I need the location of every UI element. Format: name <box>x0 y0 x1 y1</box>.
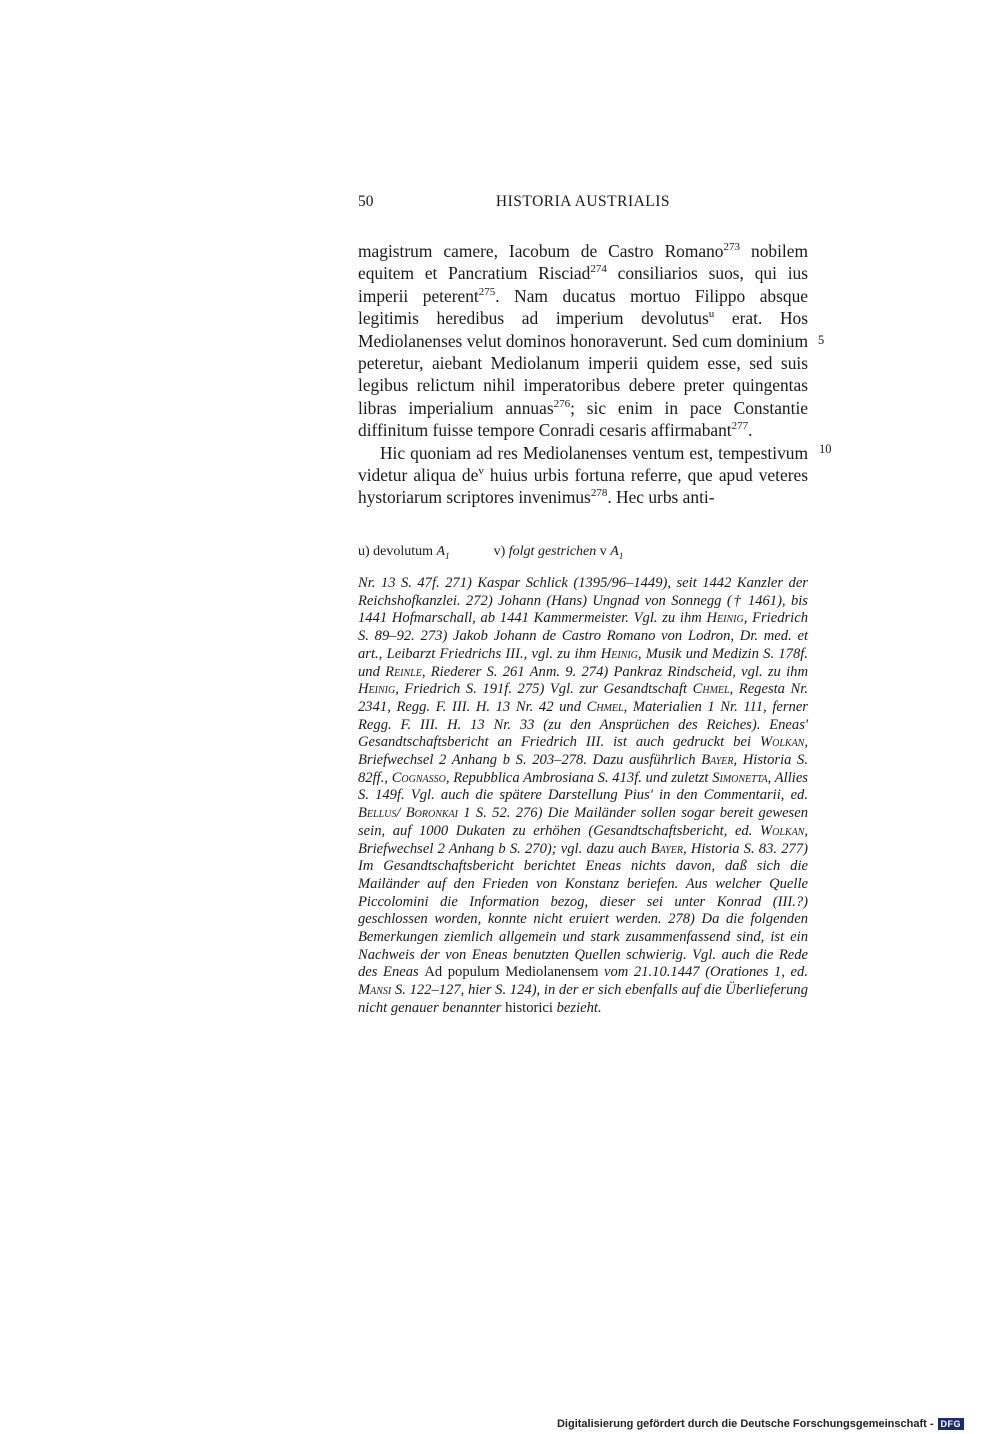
text-segment: nobilem equitem et Pancratium Risciad <box>358 241 808 284</box>
author-name: Bayer <box>650 840 683 857</box>
line-number-5: 5 <box>818 333 825 347</box>
commentary-footnotes <box>358 575 808 1018</box>
commentary-text: , Historia S. 83. 277) Im Gesandtschaftsbericht berichtet Eneas nichts davon, daß sich die Mailänder auf den Frieden von Konstanz beriefen. Aus welcher Quelle Piccolomini die Information bezog, dieser sei unter Konrad (III.?) geschlossen worden, konnte nicht eruiert werden. 278) Da die folgenden Bemerkungen ziemlich allgemein und stark zusammenfassend sind, ist ein Nachweis der von Eneas benutzten Quellen schwierig. Vgl. auch die Rede des Eneas <box>358 840 808 981</box>
commentary-text: , Regesta Nr. 2341, Regg. F. III. H. 13 Nr. 42 und <box>358 681 808 715</box>
commentary-text: , Riederer S. 261 Anm. 9. 274) Pankraz Rindscheid, vgl. zu ihm <box>421 663 808 680</box>
text-segment: erat. Hos Mediolanenses velut dominos honoraverunt. Sed cum dominium peteretur, aiebant Mediolanum imperii quidem esse, sed suis legibus relictum nihil imperatoribus debere preter quingentas libras imperialium annuas <box>358 308 808 418</box>
main-text <box>358 240 808 509</box>
paragraph-1 <box>358 240 808 442</box>
dfg-logo: DFG <box>938 1418 965 1430</box>
author-name: Reinle <box>385 663 422 680</box>
author-name: Bellus/ Boronkai <box>358 805 458 822</box>
apparatus-entry-u <box>358 543 450 561</box>
apparatus-text: v) <box>493 544 509 559</box>
page-number: 50 <box>358 193 374 210</box>
text-segment: . <box>748 420 753 441</box>
variant-ref-v: v <box>478 465 484 478</box>
commentary-text: , Briefwechsel 2 Anhang b S. 203–278. Dazu ausführlich <box>358 734 808 769</box>
siglum-subscript: 1 <box>618 550 624 561</box>
text-segment: . Nam ducatus mortuo Filippo absque legitimis heredibus ad imperium devolutus <box>358 285 808 329</box>
text-segment: ; sic enim in pace Constantie diffinitum fuisse tempore Conradi cesaris affirmabant <box>358 397 808 441</box>
author-name: Simonetta <box>712 769 768 786</box>
author-name: Chmel <box>586 698 624 715</box>
footnote-ref-273: 273 <box>723 241 740 254</box>
commentary-text: , Friedrich S. 191f. 275) Vgl. zur Gesandtschaft <box>395 681 693 698</box>
commentary-text: S. 122–127, hier S. 124), in der er sich ebenfalls auf die Überlieferung nicht genauer benannter <box>358 982 808 1016</box>
commentary-text: , Allies S. 149f. Vgl. auch die spätere Darstellung Pius' in den Commentarii, ed. <box>358 769 808 804</box>
commentary-text: , Friedrich S. 89–92. 273) Jakob Johann de Castro Romano von Lodron, Dr. med. et art., Leibarzt Friedrichs III., vgl. zu ihm <box>358 610 808 662</box>
line-number-10: 10 <box>819 442 832 456</box>
siglum: A <box>436 544 446 559</box>
commentary-text: , Historia S. 82ff., <box>358 752 809 786</box>
footnote-ref-278: 278 <box>590 487 608 500</box>
text-segment: . Hec urbs anti- <box>607 487 715 508</box>
text-segment: huius urbis fortuna referre, que apud veteres hystoriarum scriptores invenimus <box>358 465 808 508</box>
author-name: Heinig <box>706 610 744 627</box>
apparatus-text: u) devolutum <box>358 544 437 559</box>
commentary-text: , Materialien 1 Nr. 111, ferner Regg. F. III. H. 13 Nr. 33 (zu den Ansprüchen des Reiches). Eneas' Gesandtschaftsbericht an Friedrich III. ist auch gedruckt bei <box>358 698 808 751</box>
text-segment: magistrum camere, Iacobum de Castro Romano <box>358 241 724 261</box>
author-name: Heinig <box>358 681 396 698</box>
footnote-ref-276: 276 <box>553 398 571 411</box>
footnote-ref-275: 275 <box>478 286 496 299</box>
running-title: HISTORIA AUSTRIALIS <box>495 193 671 210</box>
commentary-text: , Briefwechsel 2 Anhang b S. 270); vgl. dazu auch <box>358 822 808 857</box>
credit-text: Digitalisierung gefördert durch die Deutsche Forschungsgemeinschaft - <box>556 1418 934 1430</box>
author-name: Wolkan <box>759 734 805 751</box>
author-name: Heinig <box>600 645 638 662</box>
commentary-text: vom 21.10.1447 (Orationes 1, ed. <box>598 964 808 981</box>
author-name: Wolkan <box>759 822 805 839</box>
commentary-text: , Repubblica Ambrosiana S. 413f. und zuletzt <box>445 769 713 786</box>
critical-apparatus <box>358 543 808 561</box>
siglum-subscript: 1 <box>445 550 450 561</box>
text-segment: Hic quoniam ad res Mediolanenses ventum est, tempestivum videtur aliqua de <box>358 442 808 486</box>
author-name: Mansi <box>358 982 392 999</box>
siglum: A <box>610 544 619 559</box>
commentary-text: 1 S. 52. 276) Die Mailänder sollen sogar bereit gewesen sein, auf 1000 Dukaten zu erhöhen (Gesandtschaftsbericht, ed. <box>358 805 808 839</box>
author-name: Cognasso <box>391 769 446 786</box>
work-title: Ad populum Mediolanensem <box>424 964 599 981</box>
paragraph-2 <box>358 442 808 509</box>
commentary-text: Nr. 13 S. 47f. 271) Kaspar Schlick (1395/96–1449), seit 1442 Kanzler der Reichshofkanzlei. 272) Johann (Hans) Ungnad von Sonnegg († 1461), bis 1441 Hofmarschall, ab 1441 Kammermeister. Vgl. zu ihm <box>358 575 808 627</box>
apparatus-entry-v <box>494 543 624 561</box>
digitization-credit <box>557 1417 964 1431</box>
footnote-ref-277: 277 <box>731 420 749 433</box>
commentary-text: bezieht. <box>552 999 602 1016</box>
latin-term: historici <box>505 999 553 1016</box>
author-name: Bayer <box>701 752 734 769</box>
author-name: Chmel <box>692 681 730 698</box>
apparatus-text: v <box>596 544 611 559</box>
apparatus-note: folgt gestrichen <box>508 544 597 559</box>
commentary-paragraph <box>358 575 808 1018</box>
text-segment: consiliarios suos, qui ius imperii peterent <box>358 263 809 306</box>
footnote-ref-274: 274 <box>590 263 607 276</box>
page-header <box>358 193 808 215</box>
variant-ref-u: u <box>708 308 715 321</box>
commentary-text: , Musik und Medizin S. 178f. und <box>358 645 808 680</box>
